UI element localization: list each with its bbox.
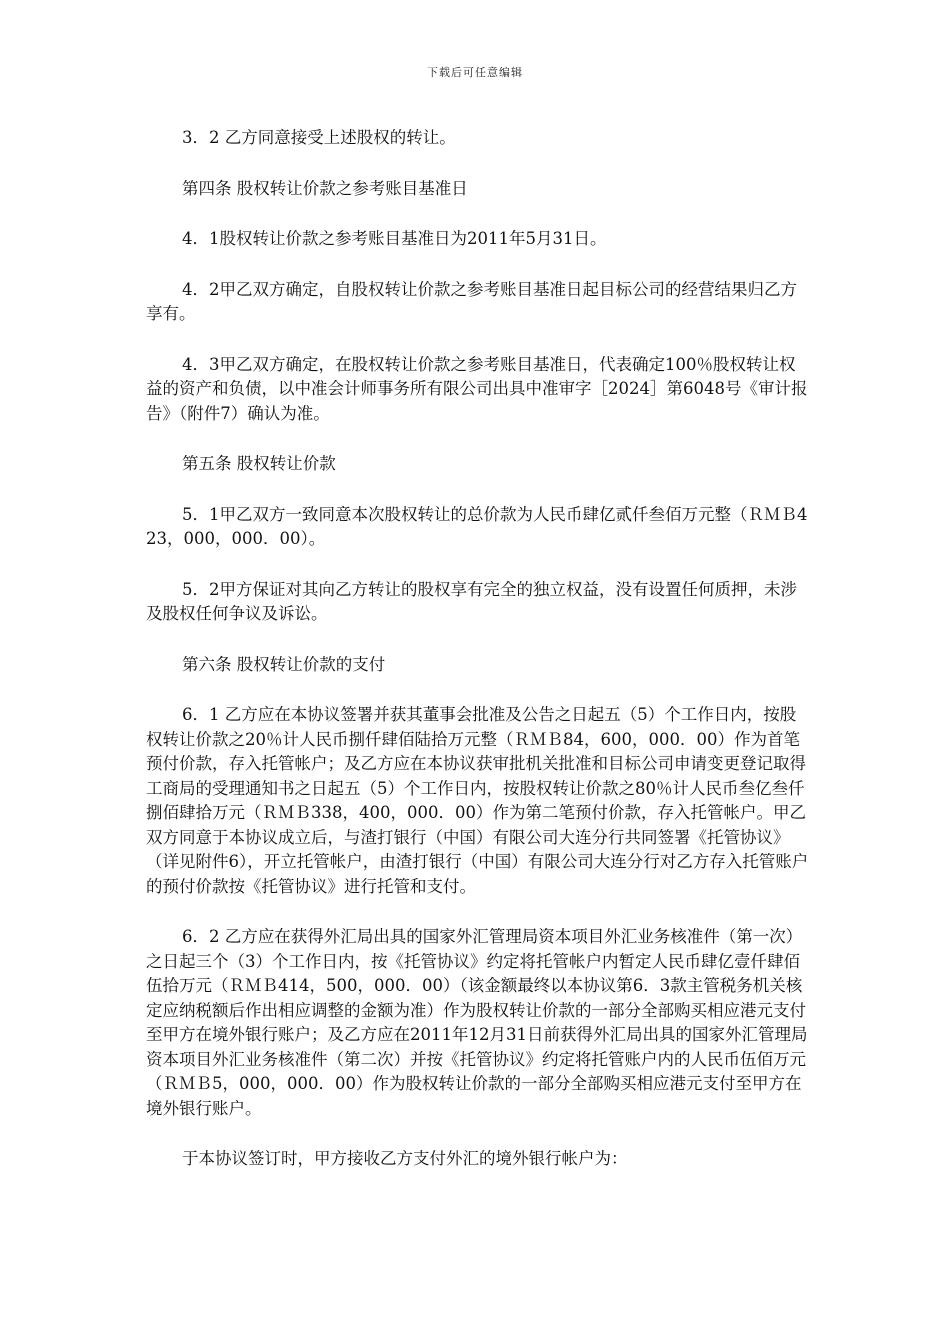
bank-account-intro: 于本协议签订时，甲方接收乙方支付外汇的境外银行帐户为： xyxy=(182,1149,628,1168)
article-4-heading: 第四条 股权转让价款之参考账目基准日 xyxy=(182,178,468,198)
clause-4-2: 4．2甲乙双方确定，自股权转让价款之参考账目基准日起目标公司的经营结果归乙方享有。 xyxy=(146,279,797,323)
article-5-heading: 第五条 股权转让价款 xyxy=(182,454,336,473)
clause-4-3: 4．3甲乙双方确定，在股权转让价款之参考账目基准日，代表确定100％股权转让权益的资产和负债，以中准会计师事务所有限公司出具中准审字［2024］第6048号《审计报告》（附件7）确认为准。 xyxy=(146,354,808,423)
clause-5-1: 5．1甲乙双方一致同意本次股权转让的总价款为人民币肆亿贰仟叁佰万元整（ＲＭＢ423，000，000．00）。 xyxy=(146,504,808,548)
page-header: 下载后可任意编辑 xyxy=(427,66,523,79)
clause-5-2: 5．2甲方保证对其向乙方转让的股权享有完全的独立权益，没有设置任何质押，未涉及股权任何争议及诉讼。 xyxy=(146,579,797,623)
article-6-heading: 第六条 股权转让价款的支付 xyxy=(182,654,386,674)
clause-4-1: 4．1股权转让价款之参考账目基准日为2011年5月31日。 xyxy=(182,229,607,248)
clause-6-1: 6．1 乙方应在本协议签署并获其董事会批准及公告之日起五（5）个工作日内，按股权转让价款之20％计人民币捌仟肆佰陆拾万元整（ＲＭＢ84，600，000．00）作为首笔预付价款，存入托管帐户；及乙方应在本协议获审批机关批准和目标公司申请变更登记取得工商局的受理通知书之日起五（5）个工作日内，按股权转让价款之80％计人民币叁亿叁仟捌佰肆拾万元（ＲＭＢ338，400，000．00）作为第二笔预付价款，存入托管帐户。甲乙双方同意于本协议成立后，与渣打银行（中国）有限公司大连分行共同签署《托管协议》（详见附件6），开立托管帐户，由渣打银行（中国）有限公司大连分行对乙方存入托管账户的预付价款按《托管协议》进行托管和支付。 xyxy=(146,705,809,896)
clause-3-2: 3．2 乙方同意接受上述股权的转让。 xyxy=(182,128,456,147)
clause-6-2: 6．2 乙方应在获得外汇局出具的国家外汇管理局资本项目外汇业务核准件（第一次）之日起三个（3）个工作日内，按《托管协议》约定将托管帐户内暂定人民币肆亿壹仟肆佰伍拾万元（ＲＭＢ414，500，000．00）（该金额最终以本协议第6．3款主管税务机关核定应纳税额后作出相应调整的金额为准）作为股权转让价款的一部分全部购买相应港元支付至甲方在境外银行账户；及乙方应在2011年12月31日前获得外汇局出具的国家外汇管理局资本项目外汇业务核准件（第二次）并按《托管协议》约定将托管账户内的人民币伍佰万元（ＲＭＢ5，000，000．00）作为股权转让价款的一部分全部购买相应港元支付至甲方在境外银行账户。 xyxy=(146,927,808,1118)
document-body xyxy=(146,126,810,1198)
